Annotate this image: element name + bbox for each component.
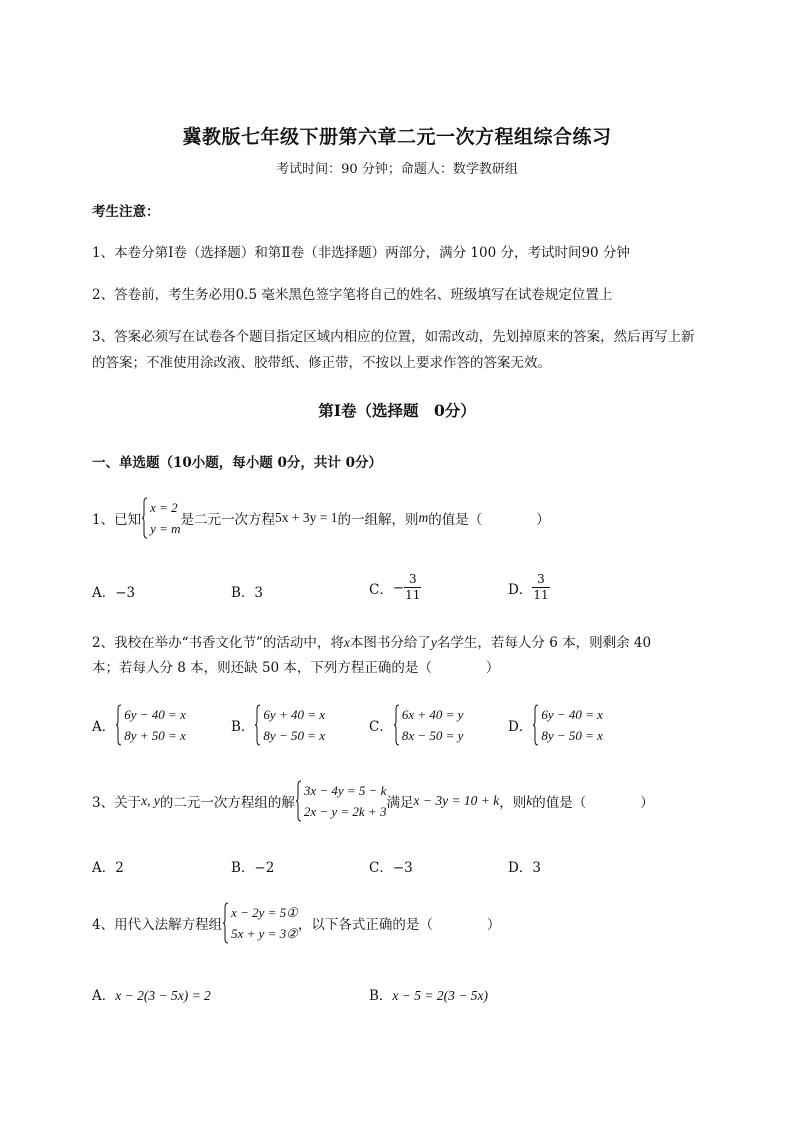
document-title: 冀教版七年级下册第六章二元一次方程组综合练习 <box>182 126 612 148</box>
section-title: 第Ⅰ卷（选择题 0分） <box>318 401 476 420</box>
q4-system: x − 2y = 5① 5x + y = 3② <box>222 902 298 944</box>
q2-option-d[interactable]: D． 6y − 40 = x 8y − 50 = x <box>508 704 603 746</box>
left-brace-icon <box>254 704 261 746</box>
q2-option-b[interactable]: B． 6y + 40 = x 8y − 50 = x <box>231 704 325 746</box>
left-brace-icon <box>393 704 400 746</box>
q1-option-d[interactable]: D． $\frac{3}{11}$ <box>508 572 549 602</box>
q1-system: x = 2 y = m <box>141 497 180 539</box>
q1-option-a[interactable]: A．−3 <box>92 585 136 601</box>
document-subtitle: 考试时间：90 分钟；命题人：数学教研组 <box>276 162 518 177</box>
notice-item-3-continued: 的答案；不准使用涂改液、胶带纸、修正带，不按以上要求作答的答案无效。 <box>92 355 551 371</box>
q1-text-c: 的值是（ ） <box>428 512 550 528</box>
q3-system: 3x − 4y = 5 − k 2x − y = 2k + 3 <box>295 780 387 822</box>
q1-option-d-fraction: $\frac{3}{11}$ <box>533 572 549 602</box>
question-2-line-1: 2、我校在举办“书香文化节”的活动中，将x本图书分给了y名学生，若每人分 6 本，则剩余 40 <box>92 635 652 651</box>
q3-option-a[interactable]: A．2 <box>92 860 124 876</box>
left-brace-icon <box>222 902 229 944</box>
left-brace-icon <box>141 497 148 539</box>
left-brace-icon <box>295 780 302 822</box>
left-brace-icon <box>115 704 122 746</box>
q1-option-c[interactable]: C． − $\frac{3}{11}$ <box>369 572 421 602</box>
notice-item-3: 3、答案必须写在试卷各个题目指定区域内相应的位置，如需改动，先划掉原来的答案，然后再写上新 <box>92 329 695 345</box>
part-heading: 一、单选题（10小题，每小题 0分，共计 0分） <box>92 455 382 471</box>
q4-option-a[interactable]: A．x − 2(3 − 5x) = 2 <box>92 988 211 1004</box>
q3-option-c[interactable]: C．−3 <box>369 860 413 876</box>
notice-item-2: 2、答卷前，考生务必用0.5 毫米黑色签字笔将自己的姓名、班级填写在试卷规定位置上 <box>92 287 613 303</box>
question-2-line-2: 本；若每人分 8 本，则还缺 50 本，下列方程正确的是（ ） <box>92 660 500 676</box>
q2-option-a[interactable]: A． 6y − 40 = x 8y + 50 = x <box>92 704 186 746</box>
q3-option-b[interactable]: B．−2 <box>231 860 275 876</box>
notice-heading: 考生注意： <box>92 204 160 220</box>
q1-text-b: 的一组解，则 <box>337 512 419 528</box>
q2-option-c[interactable]: C． 6x + 40 = y 8x − 50 = y <box>369 704 463 746</box>
q3-option-d[interactable]: D．3 <box>508 860 541 876</box>
q1-text-a: 是二元一次方程 <box>180 512 276 528</box>
q4-option-b[interactable]: B．x − 5 = 2(3 − 5x) <box>369 988 488 1004</box>
q1-equation: 5x + 3y = 1 <box>275 510 338 525</box>
q1-option-b[interactable]: B．3 <box>231 585 264 601</box>
q1-prefix: 1、已知 <box>92 512 142 528</box>
notice-item-1: 1、本卷分第Ⅰ卷（选择题）和第Ⅱ卷（非选择题）两部分，满分 100 分，考试时间90 分钟 <box>92 245 630 261</box>
question-1 <box>92 497 550 539</box>
question-4: 4、用代入法解方程组 x − 2y = 5① 5x + y = 3② ，以下各式正确的是（ ） <box>92 902 500 944</box>
left-brace-icon <box>532 704 539 746</box>
question-3: 3、关于 x, y 的二元一次方程组的解 3x − 4y = 5 − k 2x − y = 2k + 3 满足 x − 3y = 10 + k ，则 k 的值是（ ） <box>92 780 654 822</box>
q1-variable: m <box>418 510 429 525</box>
q1-option-c-fraction: $\frac{3}{11}$ <box>405 572 421 602</box>
